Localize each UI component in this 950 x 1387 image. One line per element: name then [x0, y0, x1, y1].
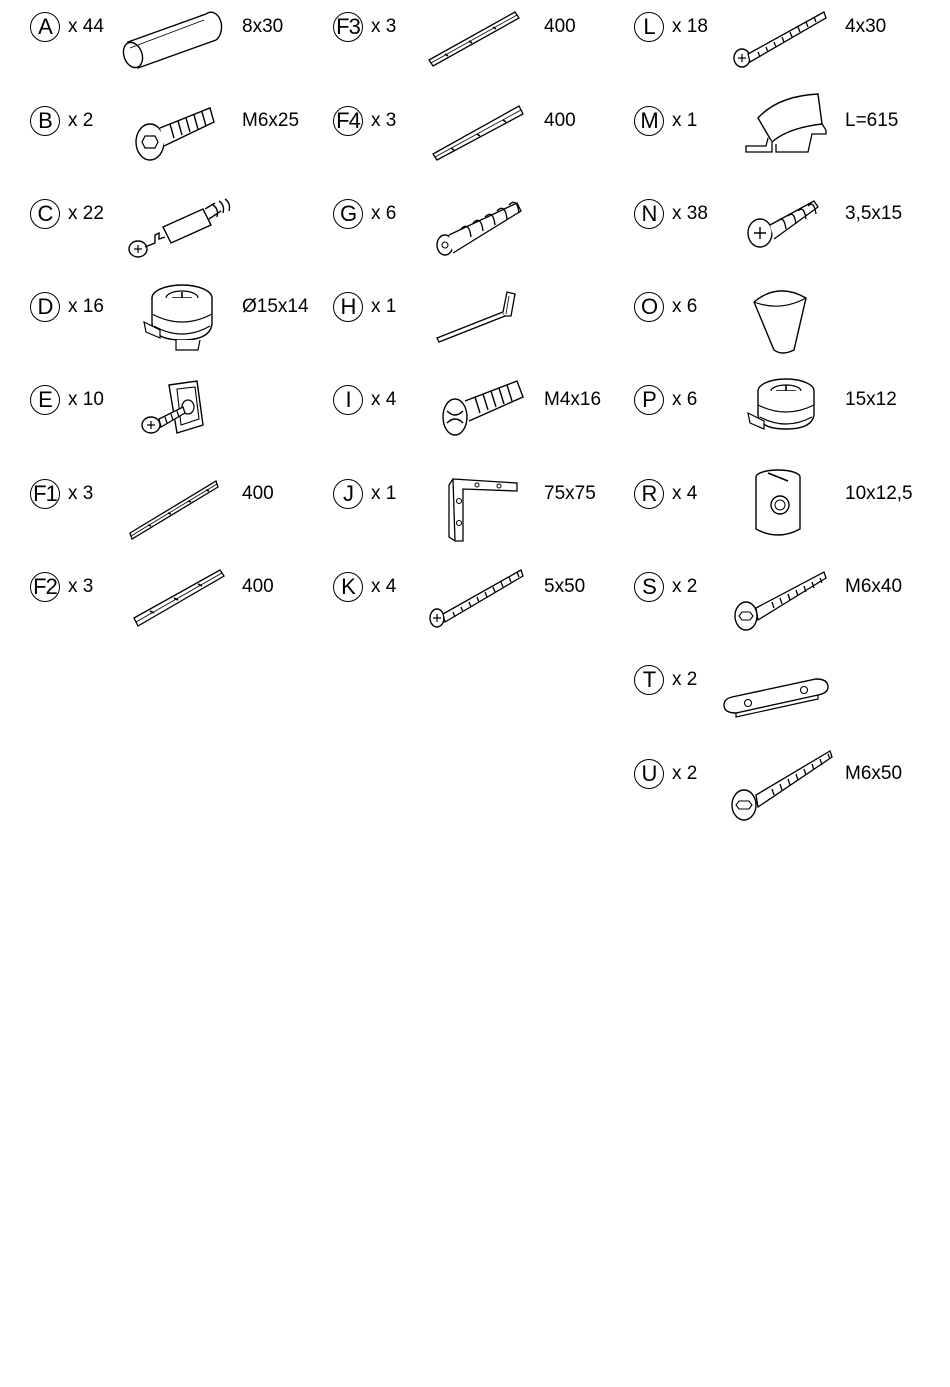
allen-key-icon	[433, 290, 533, 350]
part-dimension: 3,5x15	[845, 203, 903, 224]
drawer-rail-icon	[128, 475, 228, 545]
short-screw-icon	[744, 191, 834, 261]
part-letter: F1	[30, 479, 60, 509]
part-dimension: 4x30	[845, 16, 887, 37]
part-letter: L	[634, 12, 664, 42]
part-letter: F3	[333, 12, 363, 42]
part-letter: N	[634, 199, 664, 229]
part-quantity: x 44	[68, 16, 104, 37]
part-quantity: x 3	[371, 16, 397, 37]
part-quantity: x 3	[68, 576, 94, 597]
part-dimension: Ø15x14	[242, 296, 309, 317]
part-quantity: x 4	[371, 389, 397, 410]
part-quantity: x 1	[371, 296, 397, 317]
part-quantity: x 1	[672, 110, 698, 131]
part-dimension: 75x75	[544, 483, 596, 504]
part-dimension: M4x16	[544, 389, 602, 410]
part-letter: F4	[333, 106, 363, 136]
connector-profile-icon	[738, 94, 838, 164]
part-letter: U	[634, 759, 664, 789]
part-dimension: 400	[544, 110, 576, 131]
part-dimension: L=615	[845, 110, 899, 131]
part-letter: I	[333, 385, 363, 415]
dowel-icon	[120, 4, 230, 84]
screw-icon	[732, 8, 832, 78]
part-quantity: x 6	[672, 296, 698, 317]
angle-bracket-icon	[443, 475, 523, 545]
part-dimension: M6x25	[242, 110, 300, 131]
part-letter: P	[634, 385, 664, 415]
part-dimension: 15x12	[845, 389, 897, 410]
cam-bolt-icon	[125, 191, 245, 271]
part-dimension: M6x40	[845, 576, 903, 597]
long-screw-icon	[429, 566, 529, 636]
part-quantity: x 2	[68, 110, 94, 131]
part-dimension: 400	[242, 576, 274, 597]
part-quantity: x 6	[672, 389, 698, 410]
cam-lock-icon	[744, 375, 834, 445]
part-letter: C	[30, 199, 60, 229]
part-letter: D	[30, 292, 60, 322]
part-quantity: x 4	[672, 483, 698, 504]
part-letter: A	[30, 12, 60, 42]
part-dimension: 8x30	[242, 16, 284, 37]
connector-bolt-icon	[130, 100, 220, 170]
part-quantity: x 3	[68, 483, 94, 504]
part-dimension: 400	[242, 483, 274, 504]
drawer-rail-icon	[427, 10, 527, 70]
cam-lock-icon	[140, 280, 230, 360]
part-quantity: x 3	[371, 110, 397, 131]
part-quantity: x 2	[672, 669, 698, 690]
part-quantity: x 2	[672, 763, 698, 784]
wedge-fitting-icon	[135, 379, 225, 449]
machine-screw-icon	[437, 375, 527, 445]
part-letter: H	[333, 292, 363, 322]
part-letter: J	[333, 479, 363, 509]
part-letter: K	[333, 572, 363, 602]
part-dimension: 5x50	[544, 576, 586, 597]
part-quantity: x 10	[68, 389, 104, 410]
part-letter: M	[634, 106, 664, 136]
part-quantity: x 1	[371, 483, 397, 504]
part-letter: S	[634, 572, 664, 602]
part-quantity: x 18	[672, 16, 708, 37]
part-letter: O	[634, 292, 664, 322]
part-letter: E	[30, 385, 60, 415]
part-quantity: x 4	[371, 576, 397, 597]
knob-icon	[750, 288, 820, 358]
drawer-rail-icon	[130, 566, 230, 636]
connector-plate-icon	[722, 671, 832, 721]
connector-bolt-icon	[732, 568, 832, 638]
wall-plug-icon	[433, 195, 533, 265]
part-letter: F2	[30, 572, 60, 602]
part-quantity: x 22	[68, 203, 104, 224]
part-letter: R	[634, 479, 664, 509]
part-quantity: x 38	[672, 203, 708, 224]
part-dimension: 400	[544, 16, 576, 37]
part-letter: G	[333, 199, 363, 229]
part-dimension: 10x12,5	[845, 483, 913, 504]
part-letter: B	[30, 106, 60, 136]
part-quantity: x 16	[68, 296, 104, 317]
drawer-rail-icon	[431, 102, 531, 162]
connector-bolt-icon	[728, 749, 838, 829]
barrel-nut-icon	[750, 467, 820, 547]
part-letter: T	[634, 665, 664, 695]
part-quantity: x 2	[672, 576, 698, 597]
part-quantity: x 6	[371, 203, 397, 224]
part-dimension: M6x50	[845, 763, 903, 784]
